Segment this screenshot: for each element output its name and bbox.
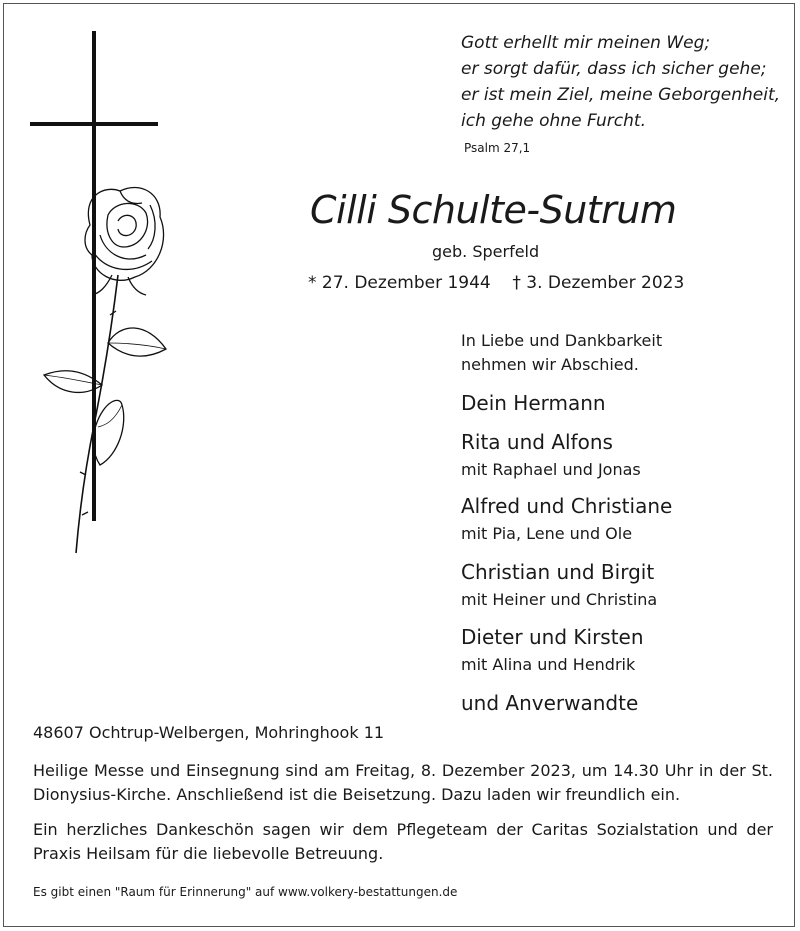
intro-line-2: nehmen wir Abschied. xyxy=(461,355,639,374)
intro-line-1: In Liebe und Dankbarkeit xyxy=(461,331,663,350)
cross-rose-illustration xyxy=(20,25,180,565)
psalm-reference: Psalm 27,1 xyxy=(464,141,531,155)
family-main-2: Rita und Alfons xyxy=(461,430,613,454)
family-sub-3: mit Pia, Lene und Ole xyxy=(461,524,633,543)
life-dates xyxy=(308,273,684,293)
thanks-paragraph: Ein herzliches Dankeschön sagen wir dem Pflegeteam der Caritas Sozialstation und der Praxis Heilsam für die liebevolle Betreuung. xyxy=(33,820,773,863)
deceased-name: Cilli Schulte-Sutrum xyxy=(310,188,677,232)
family-sub-5: mit Alina und Hendrik xyxy=(461,655,636,674)
family-sub-4: mit Heiner und Christina xyxy=(461,590,658,609)
death-date: † 3. Dezember 2023 xyxy=(512,273,685,293)
psalm-line-4: ich gehe ohne Furcht. xyxy=(461,111,646,131)
footer-note: Es gibt einen "Raum für Erinnerung" auf www.volkery-bestattungen.de xyxy=(33,885,458,899)
family-main-4: Christian und Birgit xyxy=(461,560,655,584)
rose-icon xyxy=(44,187,166,553)
psalm-line-3: er ist mein Ziel, meine Geborgenheit, xyxy=(461,85,781,105)
birth-date: * 27. Dezember 1944 xyxy=(308,273,491,293)
psalm-line-2: er sorgt dafür, dass ich sicher gehe; xyxy=(461,59,767,79)
family-main-6: und Anverwandte xyxy=(461,691,639,715)
family-sub-2: mit Raphael und Jonas xyxy=(461,460,641,479)
family-main-1: Dein Hermann xyxy=(461,391,606,415)
family-main-5: Dieter und Kirsten xyxy=(461,625,644,649)
maiden-name: geb. Sperfeld xyxy=(432,242,540,261)
service-paragraph: Heilige Messe und Einsegnung sind am Freitag, 8. Dezember 2023, um 14.30 Uhr in der St. Dionysius-Kirche. Anschließend ist die Beisetzung. Dazu laden wir freundlich ein. xyxy=(33,761,773,804)
psalm-line-1: Gott erhellt mir meinen Weg; xyxy=(461,33,711,53)
address: 48607 Ochtrup-Welbergen, Mohringhook 11 xyxy=(33,723,385,742)
family-main-3: Alfred und Christiane xyxy=(461,494,673,518)
